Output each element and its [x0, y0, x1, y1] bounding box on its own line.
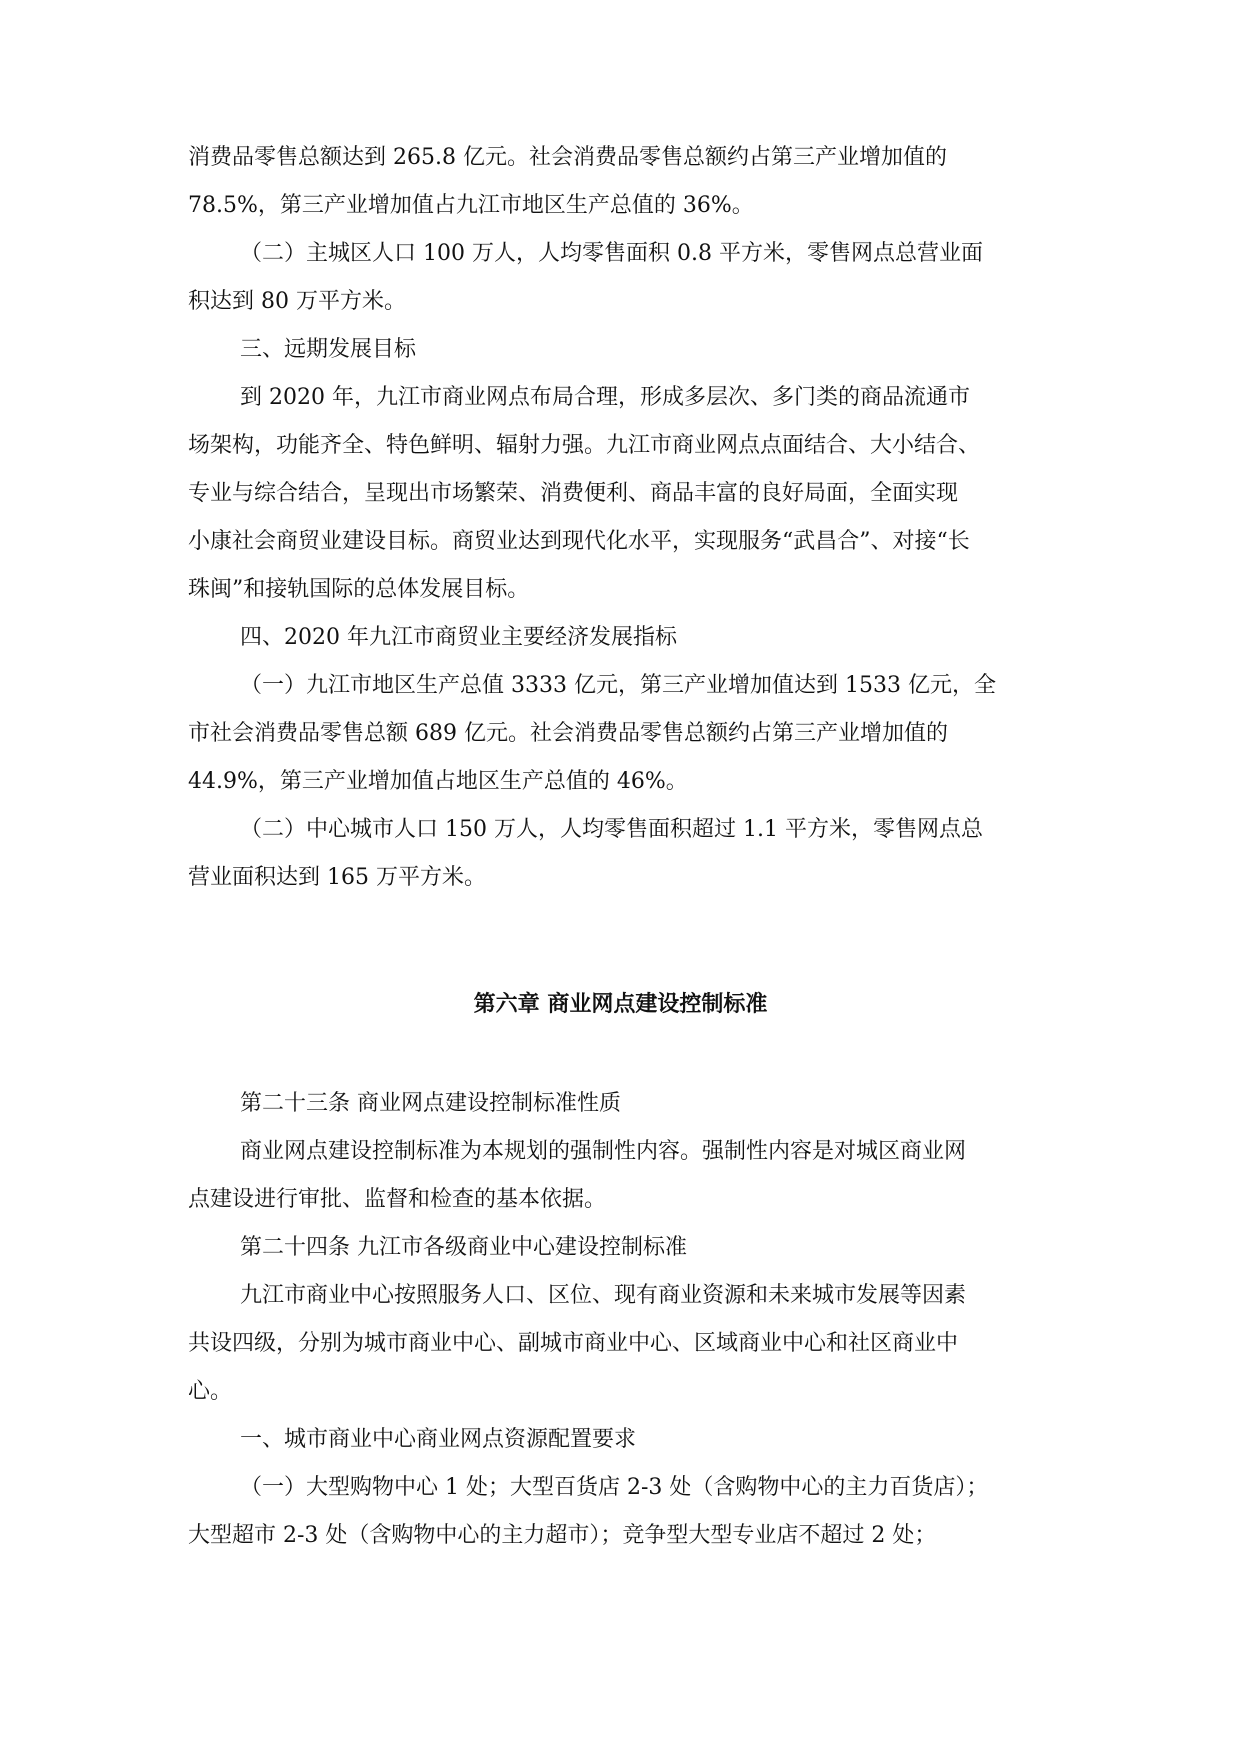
- text-line: 到 2020 年，九江市商业网点布局合理，形成多层次、多门类的商品流通市: [240, 385, 970, 410]
- article-heading: 第二十四条 九江市各级商业中心建设控制标准: [240, 1235, 687, 1260]
- text-line: 78.5%，第三产业增加值占九江市地区生产总值的 36%。: [188, 193, 754, 218]
- section-heading: 四、2020 年九江市商贸业主要经济发展指标: [240, 625, 677, 650]
- text-line: （二）主城区人口 100 万人，人均零售面积 0.8 平方米，零售网点总营业面: [240, 241, 983, 266]
- text-line: 小康社会商贸业建设目标。商贸业达到现代化水平，实现服务“武昌合”、对接“长: [188, 529, 970, 554]
- text-line: （二）中心城市人口 150 万人，人均零售面积超过 1.1 平方米，零售网点总: [240, 817, 983, 842]
- section-heading: 一、城市商业中心商业网点资源配置要求: [240, 1427, 637, 1452]
- chapter-title: 第六章 商业网点建设控制标准: [473, 991, 768, 1017]
- text-line: 商业网点建设控制标准为本规划的强制性内容。强制性内容是对城区商业网: [240, 1139, 967, 1164]
- text-line: （一）九江市地区生产总值 3333 亿元，第三产业增加值达到 1533 亿元，全: [240, 673, 996, 698]
- text-line: （一）大型购物中心 1 处；大型百货店 2-3 处（含购物中心的主力百货店）；: [240, 1475, 989, 1500]
- text-line: 珠闽”和接轨国际的总体发展目标。: [188, 577, 530, 602]
- text-line: 专业与综合结合，呈现出市场繁荣、消费便利、商品丰富的良好局面，全面实现: [188, 481, 959, 506]
- text-line: 市社会消费品零售总额 689 亿元。社会消费品零售总额约占第三产业增加值的: [188, 721, 948, 746]
- text-line: 消费品零售总额达到 265.8 亿元。社会消费品零售总额约占第三产业增加值的: [188, 145, 947, 170]
- text-line: 44.9%，第三产业增加值占地区生产总值的 46%。: [188, 769, 688, 794]
- article-heading: 第二十三条 商业网点建设控制标准性质: [240, 1091, 621, 1116]
- text-line: 场架构，功能齐全、特色鲜明、辐射力强。九江市商业网点点面结合、大小结合、: [188, 433, 981, 458]
- text-line: 营业面积达到 165 万平方米。: [188, 865, 486, 890]
- text-line: 积达到 80 万平方米。: [188, 289, 406, 314]
- text-line: 点建设进行审批、监督和检查的基本依据。: [188, 1187, 607, 1212]
- section-heading: 三、远期发展目标: [240, 337, 417, 362]
- text-line: 大型超市 2-3 处（含购物中心的主力超市）；竞争型大型专业店不超过 2 处；: [188, 1523, 937, 1548]
- text-line: 心。: [188, 1379, 233, 1404]
- text-line: 共设四级，分别为城市商业中心、副城市商业中心、区域商业中心和社区商业中: [188, 1331, 959, 1356]
- text-line: 九江市商业中心按照服务人口、区位、现有商业资源和未来城市发展等因素: [240, 1283, 967, 1308]
